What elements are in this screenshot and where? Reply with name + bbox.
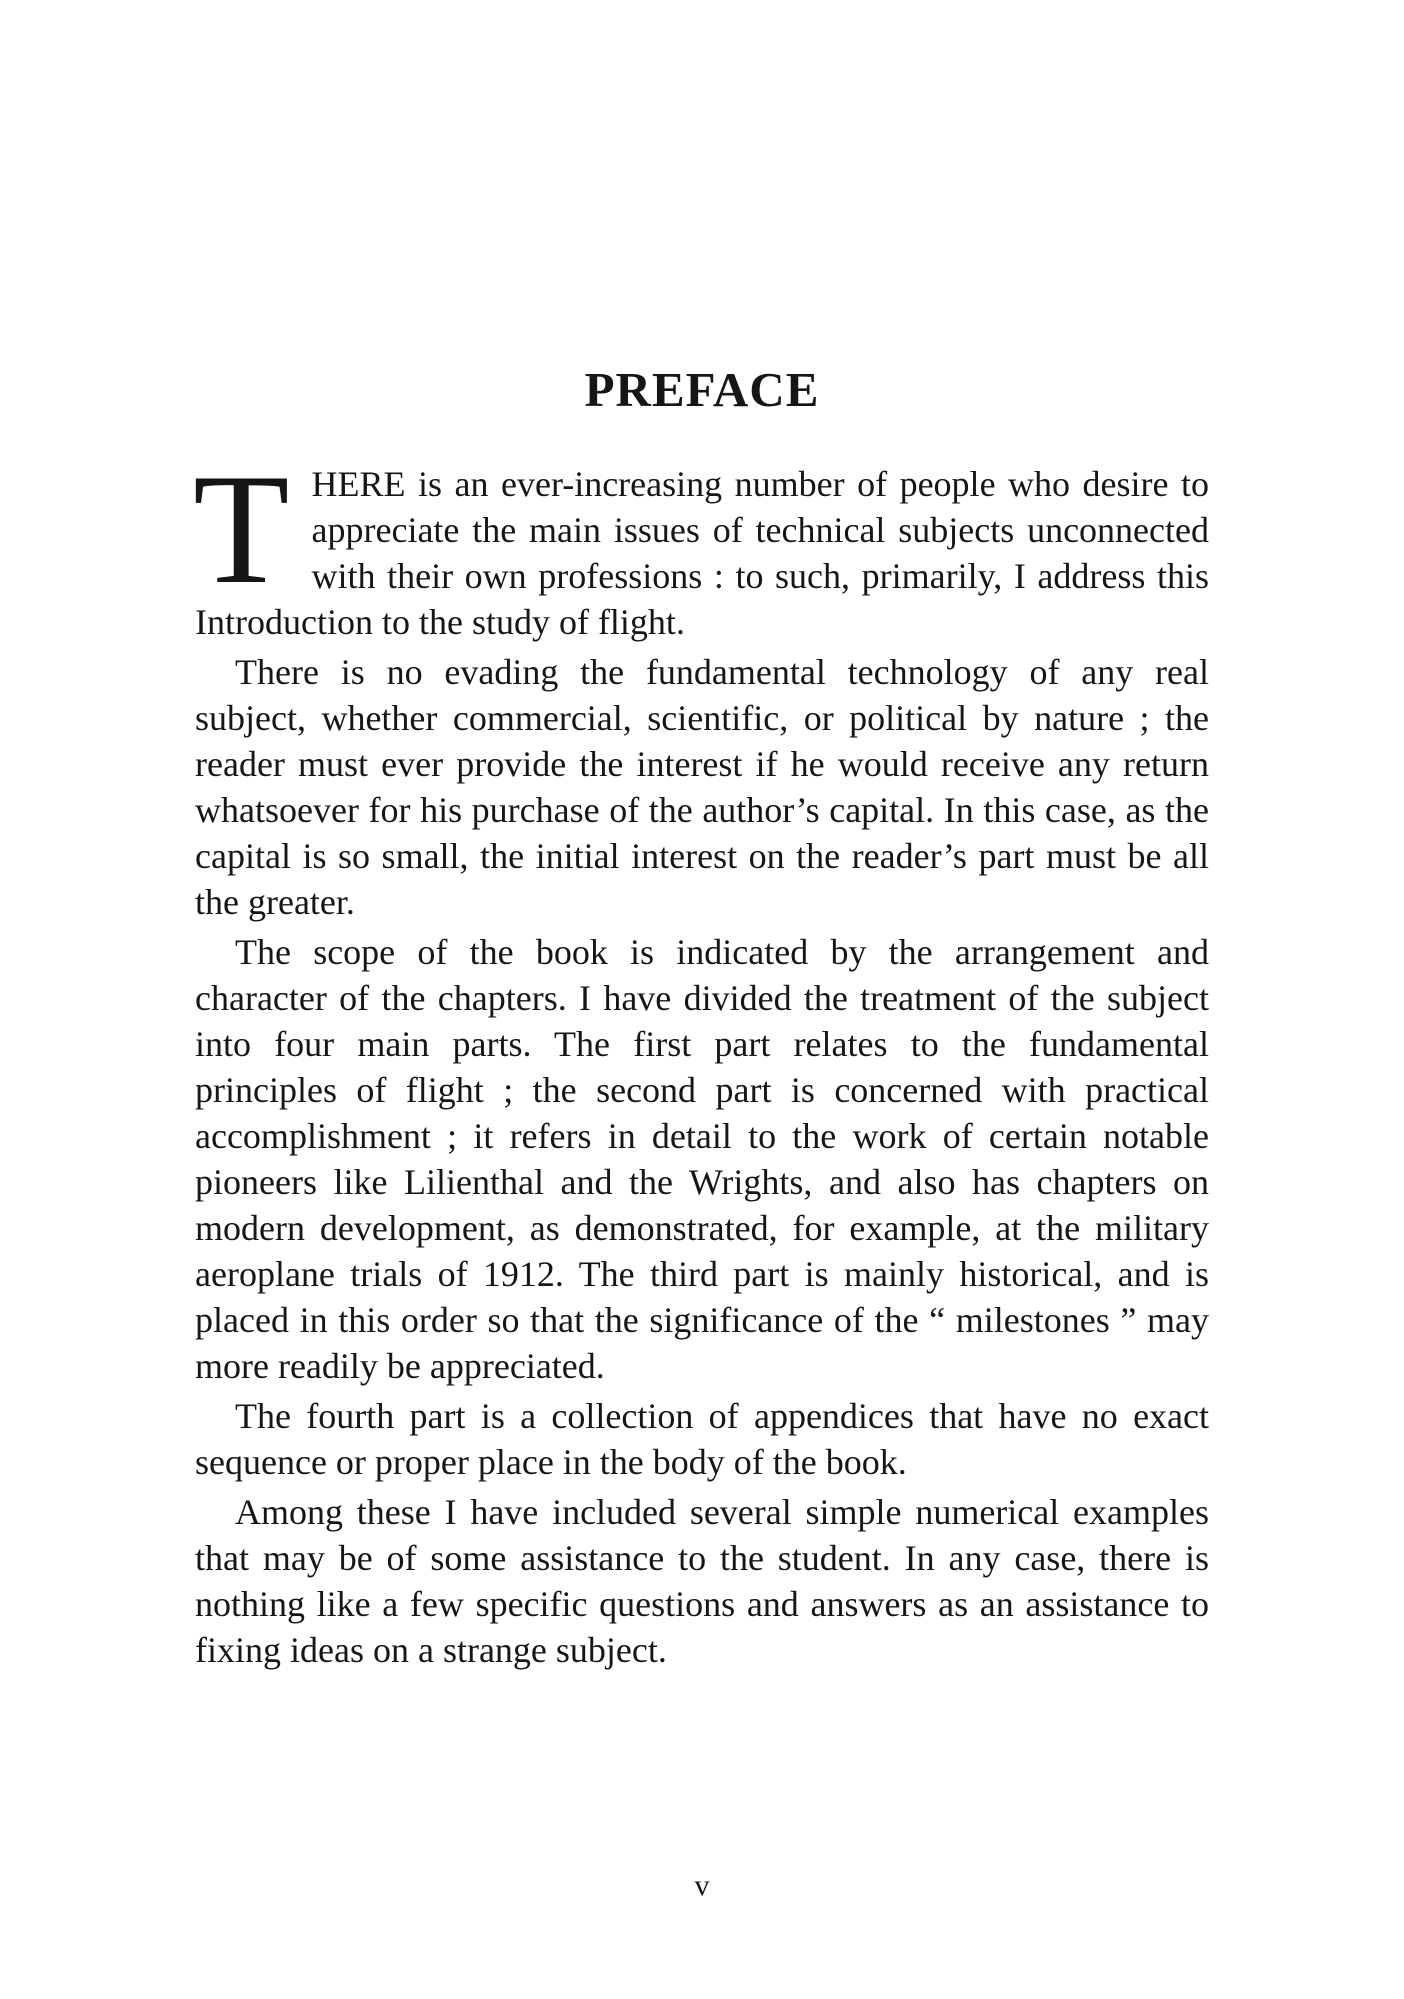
preface-body bbox=[193, 442, 1209, 1677]
paragraph-3: The scope of the book is indicated by the arrangement and character of the chapters. I have divided the treatment of the subject into four main parts. The first part relates to the fundamental principles of flight ; the second part is concerned with practical accomplishment ; it refers in detail to the work of certain notable pioneers like Lilienthal and the Wrights, and also has chapters on modern development, as demonstrated, for example, at the military aeroplane trials of 1912. The third part is mainly historical, and is placed in this order so that the significance of the “ milestones ” may more readily be appreciated. bbox=[195, 932, 1209, 1386]
paragraph-5: Among these I have included several simple numerical examples that may be of some assistance to the student. In any case, there is nothing like a few specific questions and answers as an assistance to fixing ideas on a strange subject. bbox=[195, 1492, 1209, 1670]
page-number: v bbox=[694, 1869, 710, 1902]
paragraph-4: The fourth part is a collection of appendices that have no exact sequence or proper place in the body of the book. bbox=[195, 1396, 1209, 1482]
page-title: PREFACE bbox=[584, 362, 820, 417]
paragraph-1-text: HERE is an ever-increasing number of people who desire to appreciate the main issues of technical subjects unconnected with their own professions : to such, primarily, I address this Introduction to the study of flight. bbox=[195, 464, 1209, 642]
paragraph-1 bbox=[193, 442, 1209, 645]
drop-cap-letter: T bbox=[193, 442, 290, 617]
paragraph-2: There is no evading the fundamental technology of any real subject, whether commercial, scientific, or political by nature ; the reader must ever provide the interest if he would receive any return whatsoever for his purchase of the author’s capital. In this case, as the capital is so small, the initial interest on the reader’s part must be all the greater. bbox=[195, 652, 1209, 922]
